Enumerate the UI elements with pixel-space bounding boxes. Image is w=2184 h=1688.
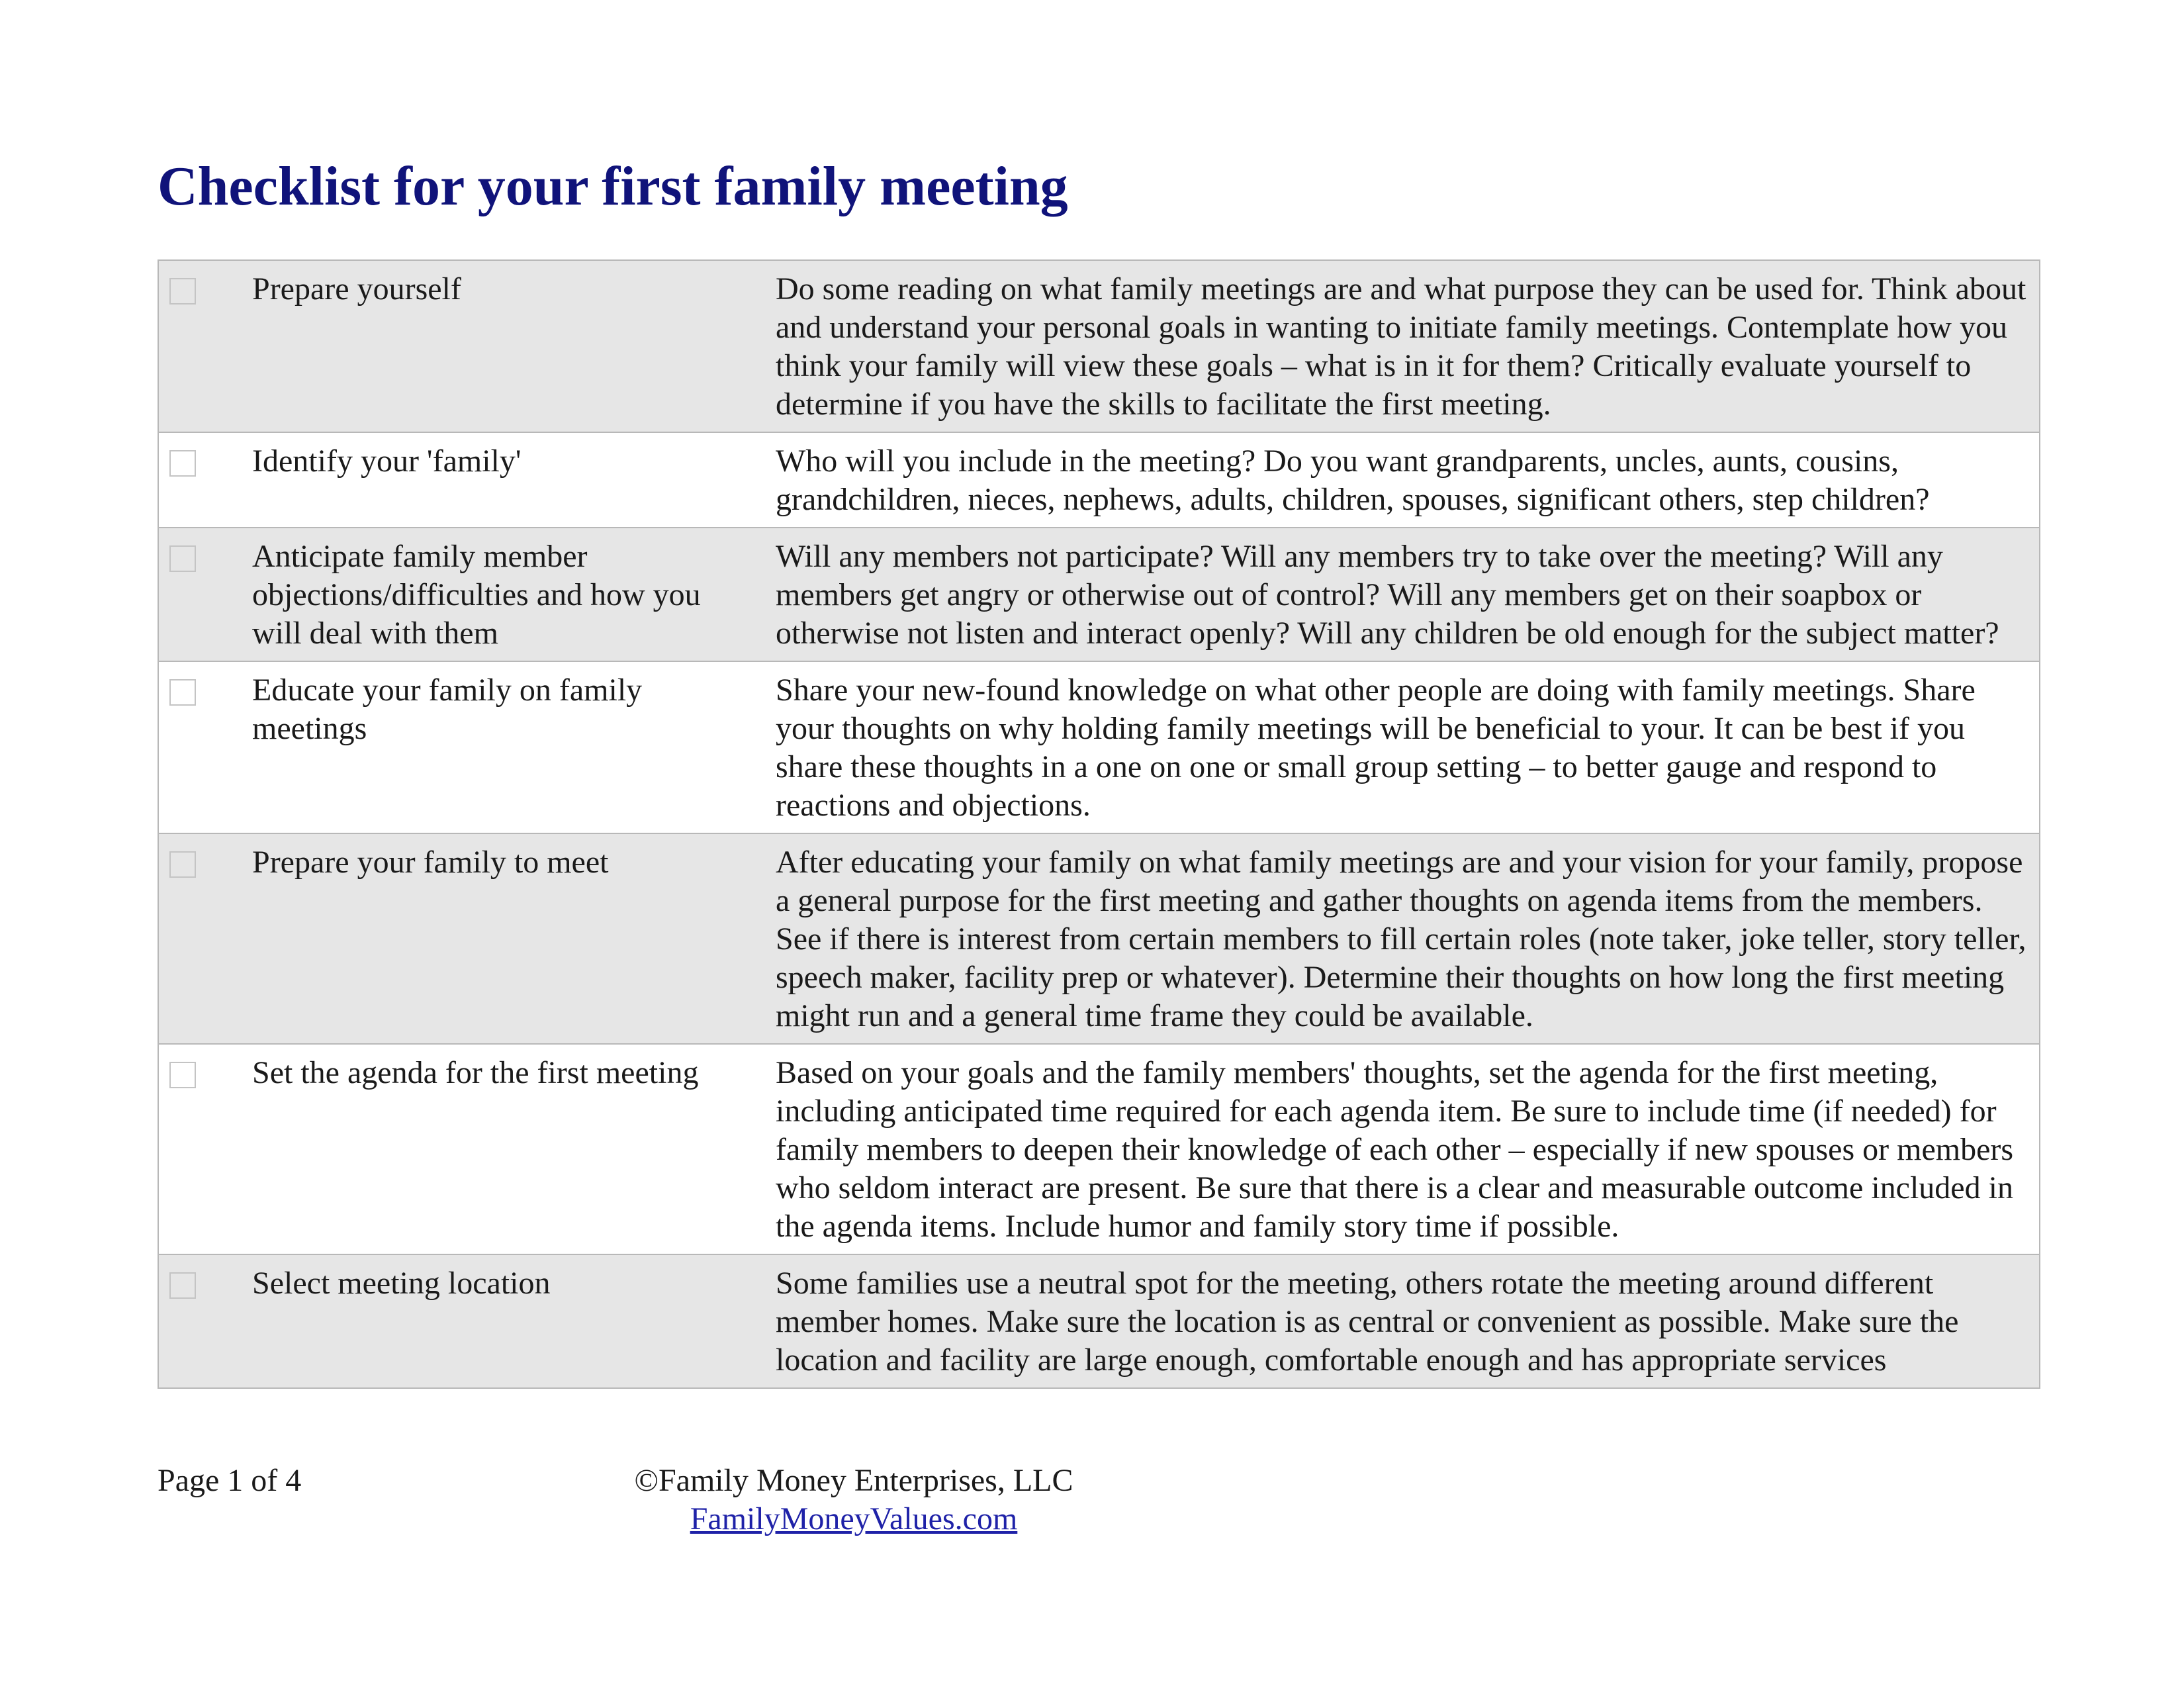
table-row <box>158 260 2040 432</box>
task-description: Share your new-found knowledge on what other people are doing with family meetings. Share your thoughts on why holding family meetings will be beneficial to your. It can be best if you share these thoughts in a one on one or small group setting – to better gauge and respond to reactions and objections. <box>776 673 1976 823</box>
checkbox-prepare-yourself[interactable] <box>169 278 196 305</box>
checkbox-identify-family[interactable] <box>169 450 196 477</box>
page-title: Checklist for your first family meeting <box>158 156 1068 217</box>
table-row <box>158 528 2040 661</box>
checkbox-anticipate-objections[interactable] <box>169 545 196 572</box>
checkbox-set-agenda[interactable] <box>169 1062 196 1088</box>
checkbox-educate-family[interactable] <box>169 679 196 706</box>
task-label: Educate your family on family meetings <box>252 673 643 746</box>
copyright-notice: ©Family Money Enterprises, LLC <box>634 1463 1073 1498</box>
task-description: After educating your family on what family meetings are and your vision for your family, propose a general purpose for the first meeting and gather thoughts on agenda items from the members. See if there is interest from certain members to fill certain roles (note taker, joke teller, story teller, speech maker, facility prep or whatever). Determine their thoughts on how long the first meeting might run and a general time frame they could be available. <box>776 845 2026 1033</box>
checklist-table <box>158 259 2040 1389</box>
table-row <box>158 661 2040 833</box>
task-description: Based on your goals and the family members' thoughts, set the agenda for the first meeting, including anticipated time required for each agenda item. Be sure to include time (if needed) for family members to deepen their knowledge of each other – especially if new spouses or members who seldom interact are present. Be sure that there is a clear and measurable outcome included in the agenda items. Include humor and family story time if possible. <box>776 1055 2014 1244</box>
task-description: Will any members not participate? Will any members try to take over the meeting? Will any members get angry or otherwise out of control? Will any members get on their soapbox or otherwise not listen and interact openly? Will any children be old enough for the subject matter? <box>776 539 1999 651</box>
page-number: Page 1 of 4 <box>158 1463 302 1498</box>
task-label: Set the agenda for the first meeting <box>252 1055 699 1090</box>
checkbox-select-location[interactable] <box>169 1272 196 1299</box>
checkbox-prepare-family[interactable] <box>169 851 196 878</box>
task-description: Some families use a neutral spot for the meeting, others rotate the meeting around different member homes. Make sure the location is as central or convenient as possible. Make sure the location and facility are large enough, comfortable enough and has appropriate services <box>776 1266 1959 1378</box>
task-label: Select meeting location <box>252 1266 551 1301</box>
task-description: Do some reading on what family meetings are and what purpose they can be used for. Think about and understand your personal goals in wanting to initiate family meetings. Contemplate how you think your family will view these goals – what is in it for them? Critically evaluate yourself to determine if you have the skills to facilitate the first meeting. <box>776 271 2026 422</box>
table-row <box>158 432 2040 528</box>
table-row <box>158 833 2040 1044</box>
table-row <box>158 1254 2040 1388</box>
footer-credits <box>582 1462 1125 1538</box>
task-description: Who will you include in the meeting? Do you want grandparents, uncles, aunts, cousins, grandchildren, nieces, nephews, adults, children, spouses, significant others, step children? <box>776 444 1930 517</box>
task-label: Prepare your family to meet <box>252 845 609 880</box>
task-label: Identify your 'family' <box>252 444 522 479</box>
table-row <box>158 1044 2040 1254</box>
task-label: Prepare yourself <box>252 271 461 306</box>
website-link[interactable]: FamilyMoneyValues.com <box>690 1501 1018 1536</box>
task-label: Anticipate family member objections/difficulties and how you will deal with them <box>252 539 701 651</box>
